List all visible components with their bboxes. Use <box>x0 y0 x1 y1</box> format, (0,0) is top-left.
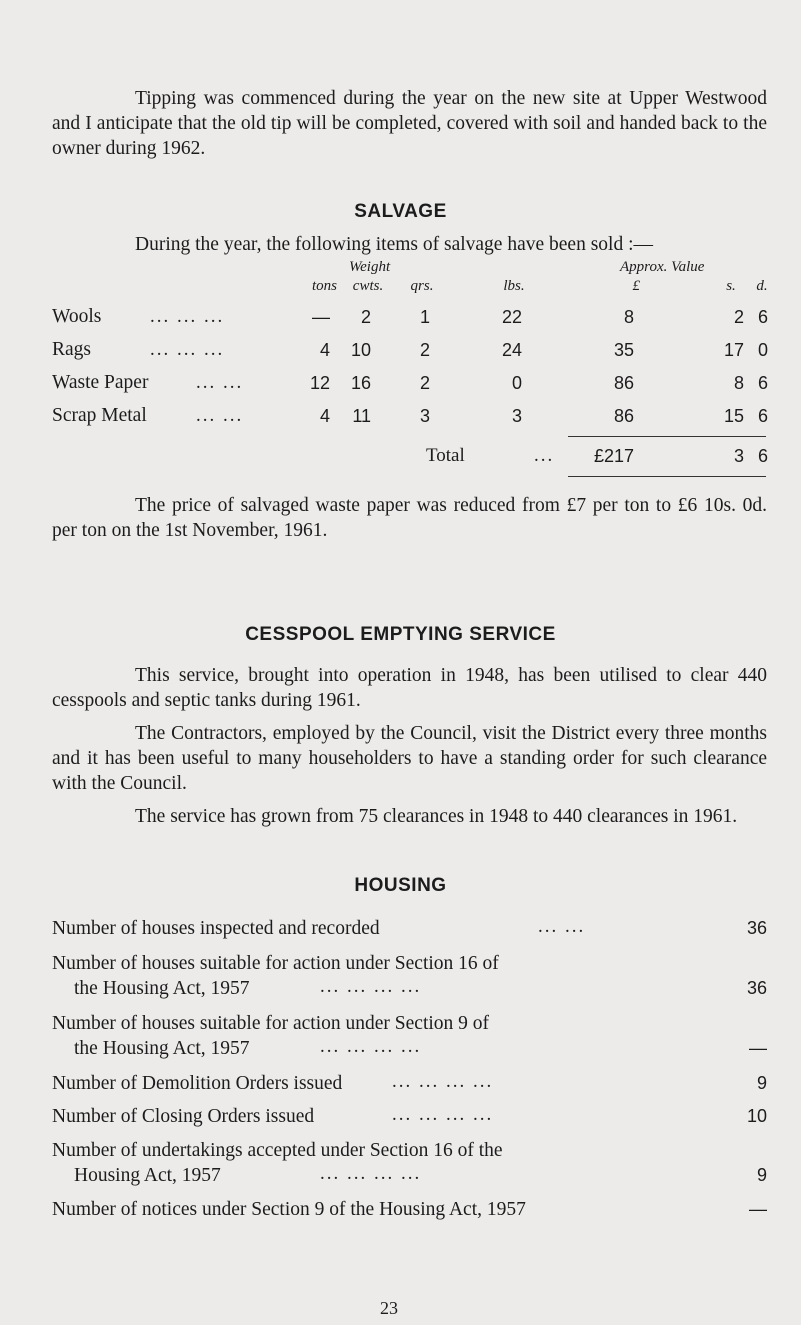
housing-value: 9 <box>756 1165 767 1185</box>
header-weight: Weight <box>349 259 391 275</box>
cell-qrs: 1 <box>419 307 430 327</box>
leader-dots: ... ... ... ... <box>320 1163 422 1184</box>
leader-dots: ... <box>534 445 555 466</box>
total-pence: 6 <box>757 446 768 466</box>
housing-item-text: Number of houses inspected and recorded <box>52 918 380 939</box>
cell-lbs: 24 <box>501 340 522 360</box>
housing-heading: HOUSING <box>354 875 447 896</box>
cesspool-paragraph-3: The service has grown from 75 clearances in 1948 to 440 clearances in 1961. <box>135 806 738 827</box>
col-cwts: cwts. <box>352 278 384 294</box>
leader-dots: ... ... ... ... <box>392 1071 494 1092</box>
cell-tons: 4 <box>319 406 330 426</box>
total-rule-top <box>568 436 766 437</box>
col-pence: d. <box>756 278 768 294</box>
housing-item-text: Number of Closing Orders issued <box>52 1106 315 1127</box>
housing-value: 10 <box>746 1106 767 1126</box>
housing-value: 36 <box>746 978 767 998</box>
row-label-scrap-metal: Scrap Metal <box>52 405 147 426</box>
housing-item-text: Number of houses suitable for action under Section 16 of <box>52 953 499 974</box>
cesspool-paragraph-2: The Contractors, employed by the Council, visit the District every three months and it has been useful to many householders to have a standing order for such clearance with the Council. <box>52 723 767 794</box>
cell-cwts: 16 <box>350 373 371 393</box>
leader-dots: ... ... <box>538 916 586 937</box>
housing-item-text-continued: the Housing Act, 1957 <box>74 978 250 999</box>
cesspool-heading: CESSPOOL EMPTYING SERVICE <box>245 624 556 645</box>
price-note: The price of salvaged waste paper was reduced from £7 per ton to £6 10s. 0d. per ton on the 1st November, 1961. <box>52 495 767 541</box>
page-number: 23 <box>380 1298 398 1318</box>
housing-item-text-continued: Housing Act, 1957 <box>74 1165 221 1186</box>
cell-cwts: 11 <box>352 406 371 426</box>
leader-dots: ... ... ... ... <box>320 1036 422 1057</box>
cell-lbs: 22 <box>501 307 522 327</box>
housing-item-text: Number of Demolition Orders issued <box>52 1073 343 1094</box>
cell-shillings: 2 <box>733 307 744 327</box>
housing-item <box>52 916 767 941</box>
col-shillings: s. <box>726 278 736 294</box>
leader-dots: ... ... ... <box>150 306 225 327</box>
total-shillings: 3 <box>733 446 744 466</box>
cell-pounds: 35 <box>613 340 634 360</box>
cell-pence: 6 <box>757 373 768 393</box>
leader-dots: ... ... ... ... <box>320 976 422 997</box>
cell-pence: 0 <box>757 340 768 360</box>
cell-shillings: 8 <box>733 373 744 393</box>
cell-qrs: 3 <box>419 406 430 426</box>
col-tons: tons <box>311 278 337 294</box>
cell-lbs: 0 <box>511 373 522 393</box>
housing-item-text: Number of undertakings accepted under Section 16 of the <box>52 1140 503 1161</box>
cell-lbs: 3 <box>511 406 522 426</box>
housing-item-text: Number of notices under Section 9 of the Housing Act, 1957 <box>52 1199 526 1220</box>
cell-tons: 4 <box>319 340 330 360</box>
housing-value: 9 <box>756 1073 767 1093</box>
housing-item <box>52 1197 767 1222</box>
cell-pounds: 86 <box>613 373 634 393</box>
col-pounds: £ <box>632 278 640 294</box>
row-label-rags: Rags <box>52 339 91 360</box>
row-label-wools: Wools <box>52 306 102 327</box>
cell-tons: — <box>312 307 330 327</box>
total-rule-bottom <box>568 476 766 477</box>
cell-pounds: 86 <box>613 406 634 426</box>
housing-item-text-continued: the Housing Act, 1957 <box>74 1038 250 1059</box>
cell-qrs: 2 <box>419 373 430 393</box>
cell-tons: 12 <box>309 373 330 393</box>
col-lbs: lbs. <box>503 278 525 294</box>
cell-pounds: 8 <box>623 307 634 327</box>
housing-value: — <box>749 1038 767 1058</box>
cell-shillings: 15 <box>723 406 744 426</box>
cell-cwts: 10 <box>350 340 371 360</box>
cell-cwts: 2 <box>360 307 371 327</box>
intro-paragraph: Tipping was commenced during the year on the new site at Upper Westwood and I anticipate that the old tip will be completed, covered with soil and handed back to the owner during 1962. <box>52 88 767 159</box>
leader-dots: ... ... <box>196 372 244 393</box>
cell-shillings: 17 <box>723 340 744 360</box>
total-label: Total <box>426 445 465 466</box>
leader-dots: ... ... <box>196 405 244 426</box>
cell-qrs: 2 <box>419 340 430 360</box>
row-label-waste-paper: Waste Paper <box>52 372 149 393</box>
housing-value: — <box>749 1199 767 1219</box>
cell-pence: 6 <box>757 307 768 327</box>
leader-dots: ... ... ... <box>150 339 225 360</box>
cell-pence: 6 <box>757 406 768 426</box>
salvage-intro: During the year, the following items of salvage have been sold :— <box>135 234 653 255</box>
col-qrs: qrs. <box>410 278 434 294</box>
leader-dots: ... ... ... ... <box>392 1104 494 1125</box>
housing-item-text: Number of houses suitable for action under Section 9 of <box>52 1013 490 1034</box>
total-pounds: £217 <box>593 446 634 466</box>
header-value: Approx. Value <box>620 259 705 275</box>
salvage-heading: SALVAGE <box>354 201 447 222</box>
housing-value: 36 <box>746 918 767 938</box>
cesspool-paragraph-1: This service, brought into operation in 1948, has been utilised to clear 440 cesspools and septic tanks during 1961. <box>52 665 767 711</box>
